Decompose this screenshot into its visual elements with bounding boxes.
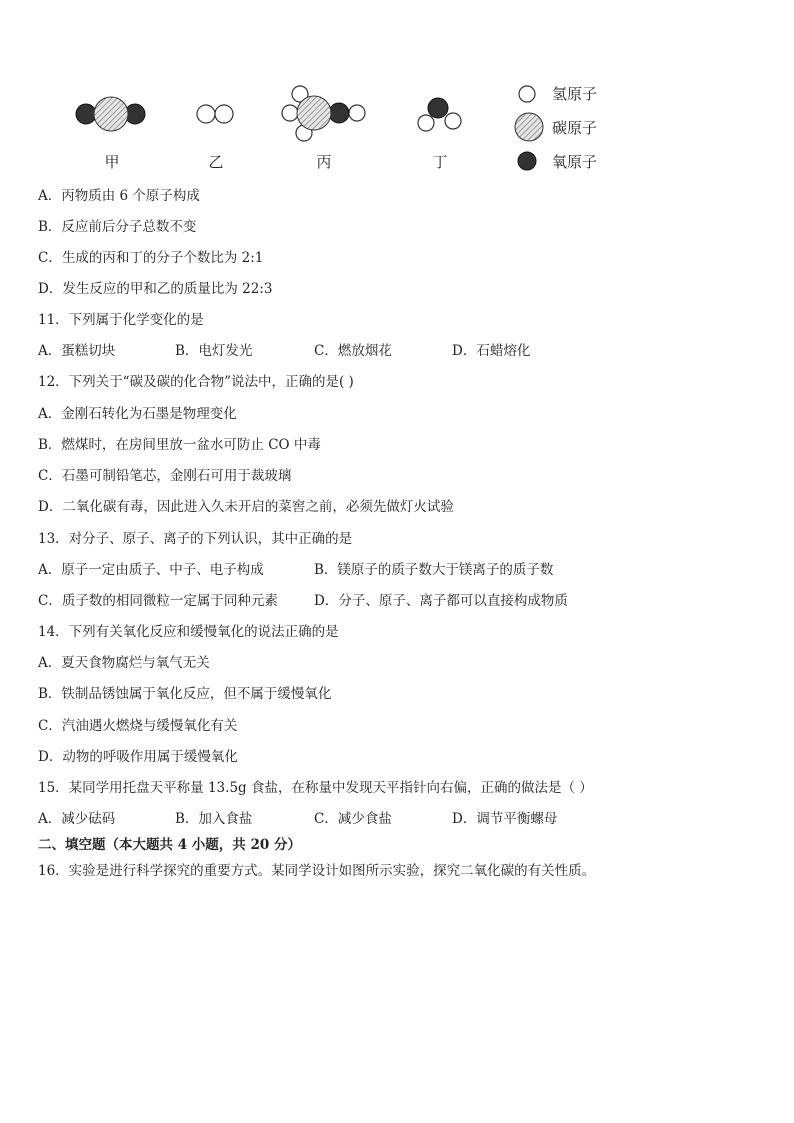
q15-option-a: A．减少砝码 <box>38 811 116 827</box>
q12-option-b: B．燃煤时，在房间里放一盆水可防止 CO 中毒 <box>38 437 321 453</box>
molecule-yi <box>197 105 233 123</box>
legend-carbon-label: 碳原子 <box>552 119 598 137</box>
label-yi: 乙 <box>208 153 224 171</box>
molecule-diagram <box>0 0 794 185</box>
carbon-atom-icon <box>515 113 543 141</box>
q14-stem: 14．下列有关氧化反应和缓慢氧化的说法正确的是 <box>38 624 339 640</box>
molecule-ding <box>418 98 461 131</box>
q10-option-c: C．生成的丙和丁的分子个数比为 2:1 <box>38 250 264 266</box>
q11-option-b: B．电灯发光 <box>175 343 253 359</box>
label-ding: 丁 <box>432 153 448 171</box>
q15-option-d: D．调节平衡螺母 <box>452 811 558 827</box>
label-jia: 甲 <box>104 153 120 171</box>
q15-option-b: B．加入食盐 <box>175 811 253 827</box>
hydrogen-atom-icon <box>519 86 535 102</box>
q14-option-d: D．动物的呼吸作用属于缓慢氧化 <box>38 749 238 765</box>
q12-option-a: A．金刚石转化为石墨是物理变化 <box>38 406 237 422</box>
molecule-jia <box>76 97 145 131</box>
q12-option-c: C．石墨可制铅笔芯，金刚石可用于裁玻璃 <box>38 468 292 484</box>
q11-option-c: C．燃放烟花 <box>314 343 392 359</box>
q16-stem: 16．实验是进行科学探究的重要方式。某同学设计如图所示实验，探究二氧化碳的有关性质。 <box>38 863 596 879</box>
section-fill-in-blank-heading: 二、填空题（本大题共 4 小题，共 20 分） <box>38 837 301 853</box>
q10-option-d: D．发生反应的甲和乙的质量比为 22:3 <box>38 281 273 297</box>
legend-hydrogen-label: 氢原子 <box>552 85 598 103</box>
oxygen-atom-icon <box>518 152 536 170</box>
q15-option-c: C．减少食盐 <box>314 811 392 827</box>
q15-stem: 15．某同学用托盘天平称量 13.5g 食盐，在称量中发现天平指针向右偏，正确的做法是（ ） <box>38 780 593 796</box>
q13-option-a: A．原子一定由质子、中子、电子构成 <box>38 562 264 578</box>
q10-option-b: B．反应前后分子总数不变 <box>38 219 197 235</box>
legend <box>515 85 597 171</box>
legend-oxygen-label: 氧原子 <box>552 153 598 171</box>
q12-stem: 12．下列关于“碳及碳的化合物”说法中，正确的是( ) <box>38 374 354 390</box>
label-bing: 丙 <box>316 153 332 171</box>
q12-option-d: D．二氧化碳有毒，因此进入久未开启的菜窖之前，必须先做灯火试验 <box>38 499 454 515</box>
q11-stem: 11．下列属于化学变化的是 <box>38 312 204 328</box>
q10-option-a: A．丙物质由 6 个原子构成 <box>38 188 200 204</box>
q13-option-d: D．分子、原子、离子都可以直接构成物质 <box>314 593 568 609</box>
q14-option-a: A．夏天食物腐烂与氧气无关 <box>38 655 210 671</box>
molecule-bing <box>282 86 365 141</box>
q13-stem: 13．对分子、原子、离子的下列认识，其中正确的是 <box>38 531 353 547</box>
q11-option-d: D．石蜡熔化 <box>452 343 531 359</box>
q14-option-b: B．铁制品锈蚀属于氧化反应，但不属于缓慢氧化 <box>38 686 332 702</box>
q13-option-c: C．质子数的相同微粒一定属于同种元素 <box>38 593 278 609</box>
q11-option-a: A．蛋糕切块 <box>38 343 116 359</box>
q13-option-b: B．镁原子的质子数大于镁离子的质子数 <box>314 562 554 578</box>
q14-option-c: C．汽油遇火燃烧与缓慢氧化有关 <box>38 718 238 734</box>
